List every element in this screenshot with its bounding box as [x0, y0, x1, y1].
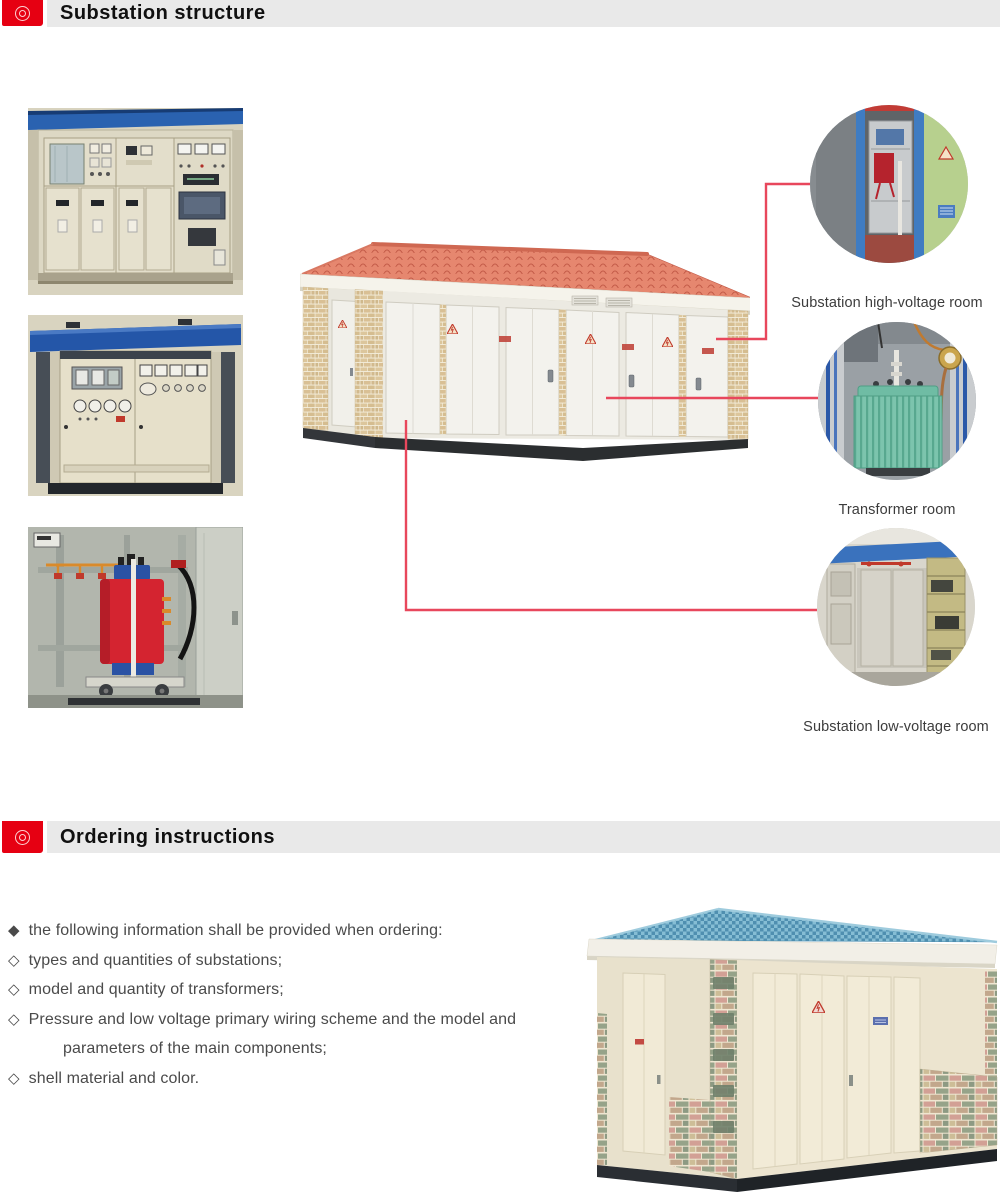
ordering-instructions-list: [5, 916, 535, 1093]
transformer-room-photo: [818, 322, 976, 480]
lv-switchgear-photo: [28, 315, 243, 496]
substation-building-blue-roof-illustration: [585, 893, 1000, 1193]
dry-transformer-photo: [28, 527, 243, 708]
ordering-item: [5, 975, 535, 1005]
section-title-ordering: Ordering instructions: [60, 825, 275, 848]
hv-switchgear-photo: [28, 108, 243, 295]
ordering-item-text: the following information shall be provided when ordering:: [28, 922, 443, 939]
diamond-bullet: ◇: [8, 1069, 20, 1087]
section-title-structure: Substation structure: [60, 2, 266, 24]
section-marker-icon: [2, 821, 43, 853]
substation-building-blue-roof-svg: [585, 893, 1000, 1193]
target-rings-icon: [15, 6, 30, 21]
label-low-voltage-room: Substation low-voltage room: [803, 719, 989, 735]
callout-circle-transformer: [818, 322, 976, 480]
callout-circle-high-voltage: [810, 105, 968, 263]
hv-switchgear-illustration: [28, 108, 243, 295]
diamond-bullet: ◇: [8, 1010, 20, 1028]
section-header-ordering: [0, 821, 1000, 853]
ordering-item-text: shell material and color.: [28, 1069, 200, 1087]
ordering-item: [5, 1005, 535, 1064]
diamond-bullet: ◇: [8, 951, 20, 969]
ordering-item: [5, 946, 535, 976]
ordering-item-text: model and quantity of transformers;: [28, 981, 284, 998]
section-header-structure: [0, 0, 1000, 27]
ordering-item-text: types and quantities of substations;: [28, 951, 283, 969]
ordering-item-text: Pressure and low voltage primary wiring scheme and the model and parameters of the main components;: [28, 1010, 517, 1057]
substation-building-illustration: [300, 232, 750, 467]
low-voltage-room-photo: [817, 528, 975, 686]
section-marker-icon: [2, 0, 43, 26]
ordering-item: [5, 1064, 535, 1094]
dry-transformer-illustration: [28, 527, 243, 708]
callout-circle-low-voltage: [817, 528, 975, 686]
lv-switchgear-illustration: [28, 315, 243, 496]
label-transformer-room: Transformer room: [838, 502, 956, 518]
substation-building-svg: [300, 232, 750, 467]
diamond-bullet: ◆: [8, 922, 20, 939]
high-voltage-room-photo: [810, 105, 968, 263]
diamond-bullet: ◇: [8, 981, 20, 998]
target-rings-icon: [15, 830, 30, 845]
section-header-bar: [47, 821, 1000, 853]
label-high-voltage-room: Substation high-voltage room: [791, 295, 983, 311]
section-header-bar: [47, 0, 1000, 27]
ordering-item: [5, 916, 535, 946]
